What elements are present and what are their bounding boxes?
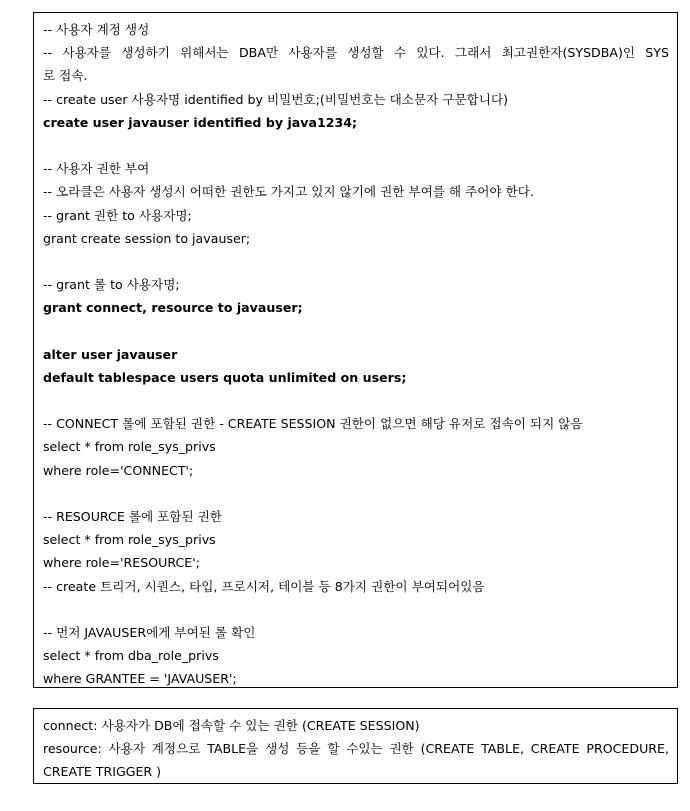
- sql-statement-line: where role='CONNECT';: [43, 462, 194, 478]
- comment-line: -- create user 사용자명 identified by 비밀번호;(비밀번호는 대소문자 구문합니다): [43, 91, 509, 107]
- comment-line: -- grant 롤 to 사용자명;: [43, 277, 180, 293]
- sql-statement-line: select * from dba_role_privs: [43, 648, 219, 664]
- comment-line: -- create 트리거, 시퀀스, 타입, 프로시저, 테이블 등 8가지 권한이 부여되어있음: [43, 578, 485, 594]
- sql-statement-line: where role='RESOURCE';: [43, 555, 200, 571]
- sql-statement-line: grant connect, resource to javauser;: [43, 300, 303, 316]
- role-summary-box: [33, 708, 678, 784]
- comment-line: -- 먼저 JAVAUSER에게 부여된 롤 확인: [43, 624, 256, 640]
- blank-line: [43, 482, 669, 505]
- sql-statement-line: select * from role_sys_privs: [43, 532, 216, 548]
- comment-line: -- 사용자 계정 생성: [43, 22, 150, 37]
- blank-line: [43, 389, 669, 412]
- comment-line: -- 오라클은 사용자 생성시 어떠한 권한도 가지고 있지 않기에 권한 부여를 해 주어야 한다.: [43, 184, 534, 200]
- comment-line: -- CONNECT 롤에 포함된 권한 - CREATE SESSION 권한이 없으면 해당 유저로 접속이 되지 않음: [43, 416, 583, 432]
- sql-statement-line: create user javauser identified by java1234;: [43, 114, 358, 130]
- sql-statement-line: where GRANTEE = 'JAVAUSER';: [43, 671, 237, 687]
- comment-line: -- grant 권한 to 사용자명;: [43, 207, 192, 223]
- blank-line: [43, 250, 669, 273]
- blank-line: [43, 134, 669, 157]
- comment-line: -- 사용자 권한 부여: [43, 161, 150, 177]
- role-definition-line: CREATE TRIGGER ): [43, 764, 162, 780]
- sql-notes-box: [33, 12, 678, 688]
- sql-statement-line: select * from role_sys_privs: [43, 439, 216, 455]
- role-definition-line: connect: 사용자가 DB에 접속할 수 있는 권한 (CREATE SESSION): [43, 718, 420, 733]
- blank-line: [43, 598, 669, 621]
- sql-statement-line: default tablespace users quota unlimited on users;: [43, 369, 407, 385]
- sql-statement-line: grant create session to javauser;: [43, 230, 251, 246]
- comment-line: -- RESOURCE 롤에 포함된 권한: [43, 508, 222, 524]
- blank-line: [43, 319, 669, 342]
- comment-line: -- 사용자를 생성하기 위해서는 DBA만 사용자를 생성할 수 있다. 그래서 최고권한자(SYSDBA)인 SYS: [43, 45, 669, 61]
- sql-statement-line: alter user javauser: [43, 346, 178, 362]
- comment-line: 로 접속.: [43, 68, 88, 84]
- role-definition-line: resource: 사용자 계정으로 TABLE을 생성 등을 할 수있는 권한 (CREATE TABLE, CREATE PROCEDURE,: [43, 741, 669, 757]
